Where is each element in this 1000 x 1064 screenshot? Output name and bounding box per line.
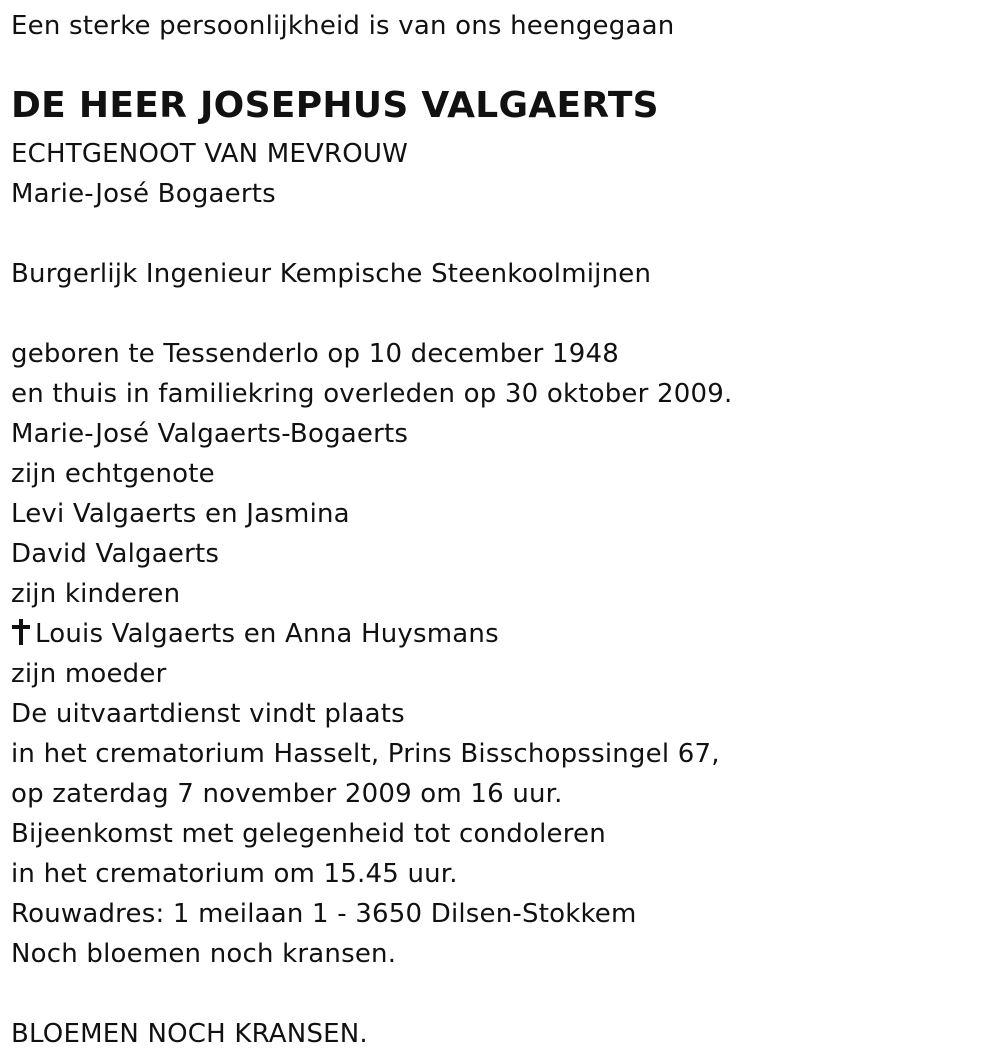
spacer — [11, 214, 991, 254]
family-line: Levi Valgaerts en Jasmina — [11, 499, 350, 529]
profession-text: Burgerlijk Ingenieur Kempische Steenkoolmijnen — [11, 259, 652, 289]
spacer — [11, 974, 991, 1014]
family-line: zijn echtgenote — [11, 459, 215, 489]
birth-text: geboren te Tessenderlo op 10 december 1948 — [11, 339, 619, 369]
family-line: David Valgaerts — [11, 539, 220, 569]
intro-text: Een sterke persoonlijkheid is van ons heengegaan — [11, 11, 675, 41]
address-text: Rouwadres: 1 meilaan 1 - 3650 Dilsen-Stokkem — [11, 899, 637, 929]
family-line: Marie-José Valgaerts-Bogaerts — [11, 419, 409, 449]
spacer — [11, 294, 991, 334]
spouse-label: ECHTGENOOT VAN MEVROUW — [11, 139, 409, 169]
service-line: op zaterdag 7 november 2009 om 16 uur. — [11, 779, 563, 809]
death-notice — [11, 0, 991, 1054]
death-text: en thuis in familiekring overleden op 30 oktober 2009. — [11, 379, 733, 409]
deceased-parents-text: Louis Valgaerts en Anna Huysmans — [35, 619, 499, 649]
service-line: in het crematorium om 15.45 uur. — [11, 859, 458, 889]
deceased-name: DE HEER JOSEPHUS VALGAERTS — [11, 85, 659, 126]
deceased-parents-line — [11, 614, 991, 654]
service-line: Bijeenkomst met gelegenheid tot condoleren — [11, 819, 606, 849]
spouse-name: Marie-José Bogaerts — [11, 179, 276, 209]
flowers-caps: BLOEMEN NOCH KRANSEN. — [11, 1019, 368, 1049]
parents-label: zijn moeder — [11, 659, 167, 689]
cross-icon — [11, 619, 31, 645]
family-line: zijn kinderen — [11, 579, 181, 609]
service-line: in het crematorium Hasselt, Prins Bisschopssingel 67, — [11, 739, 720, 769]
flowers-note: Noch bloemen noch kransen. — [11, 939, 397, 969]
service-line: De uitvaartdienst vindt plaats — [11, 699, 405, 729]
